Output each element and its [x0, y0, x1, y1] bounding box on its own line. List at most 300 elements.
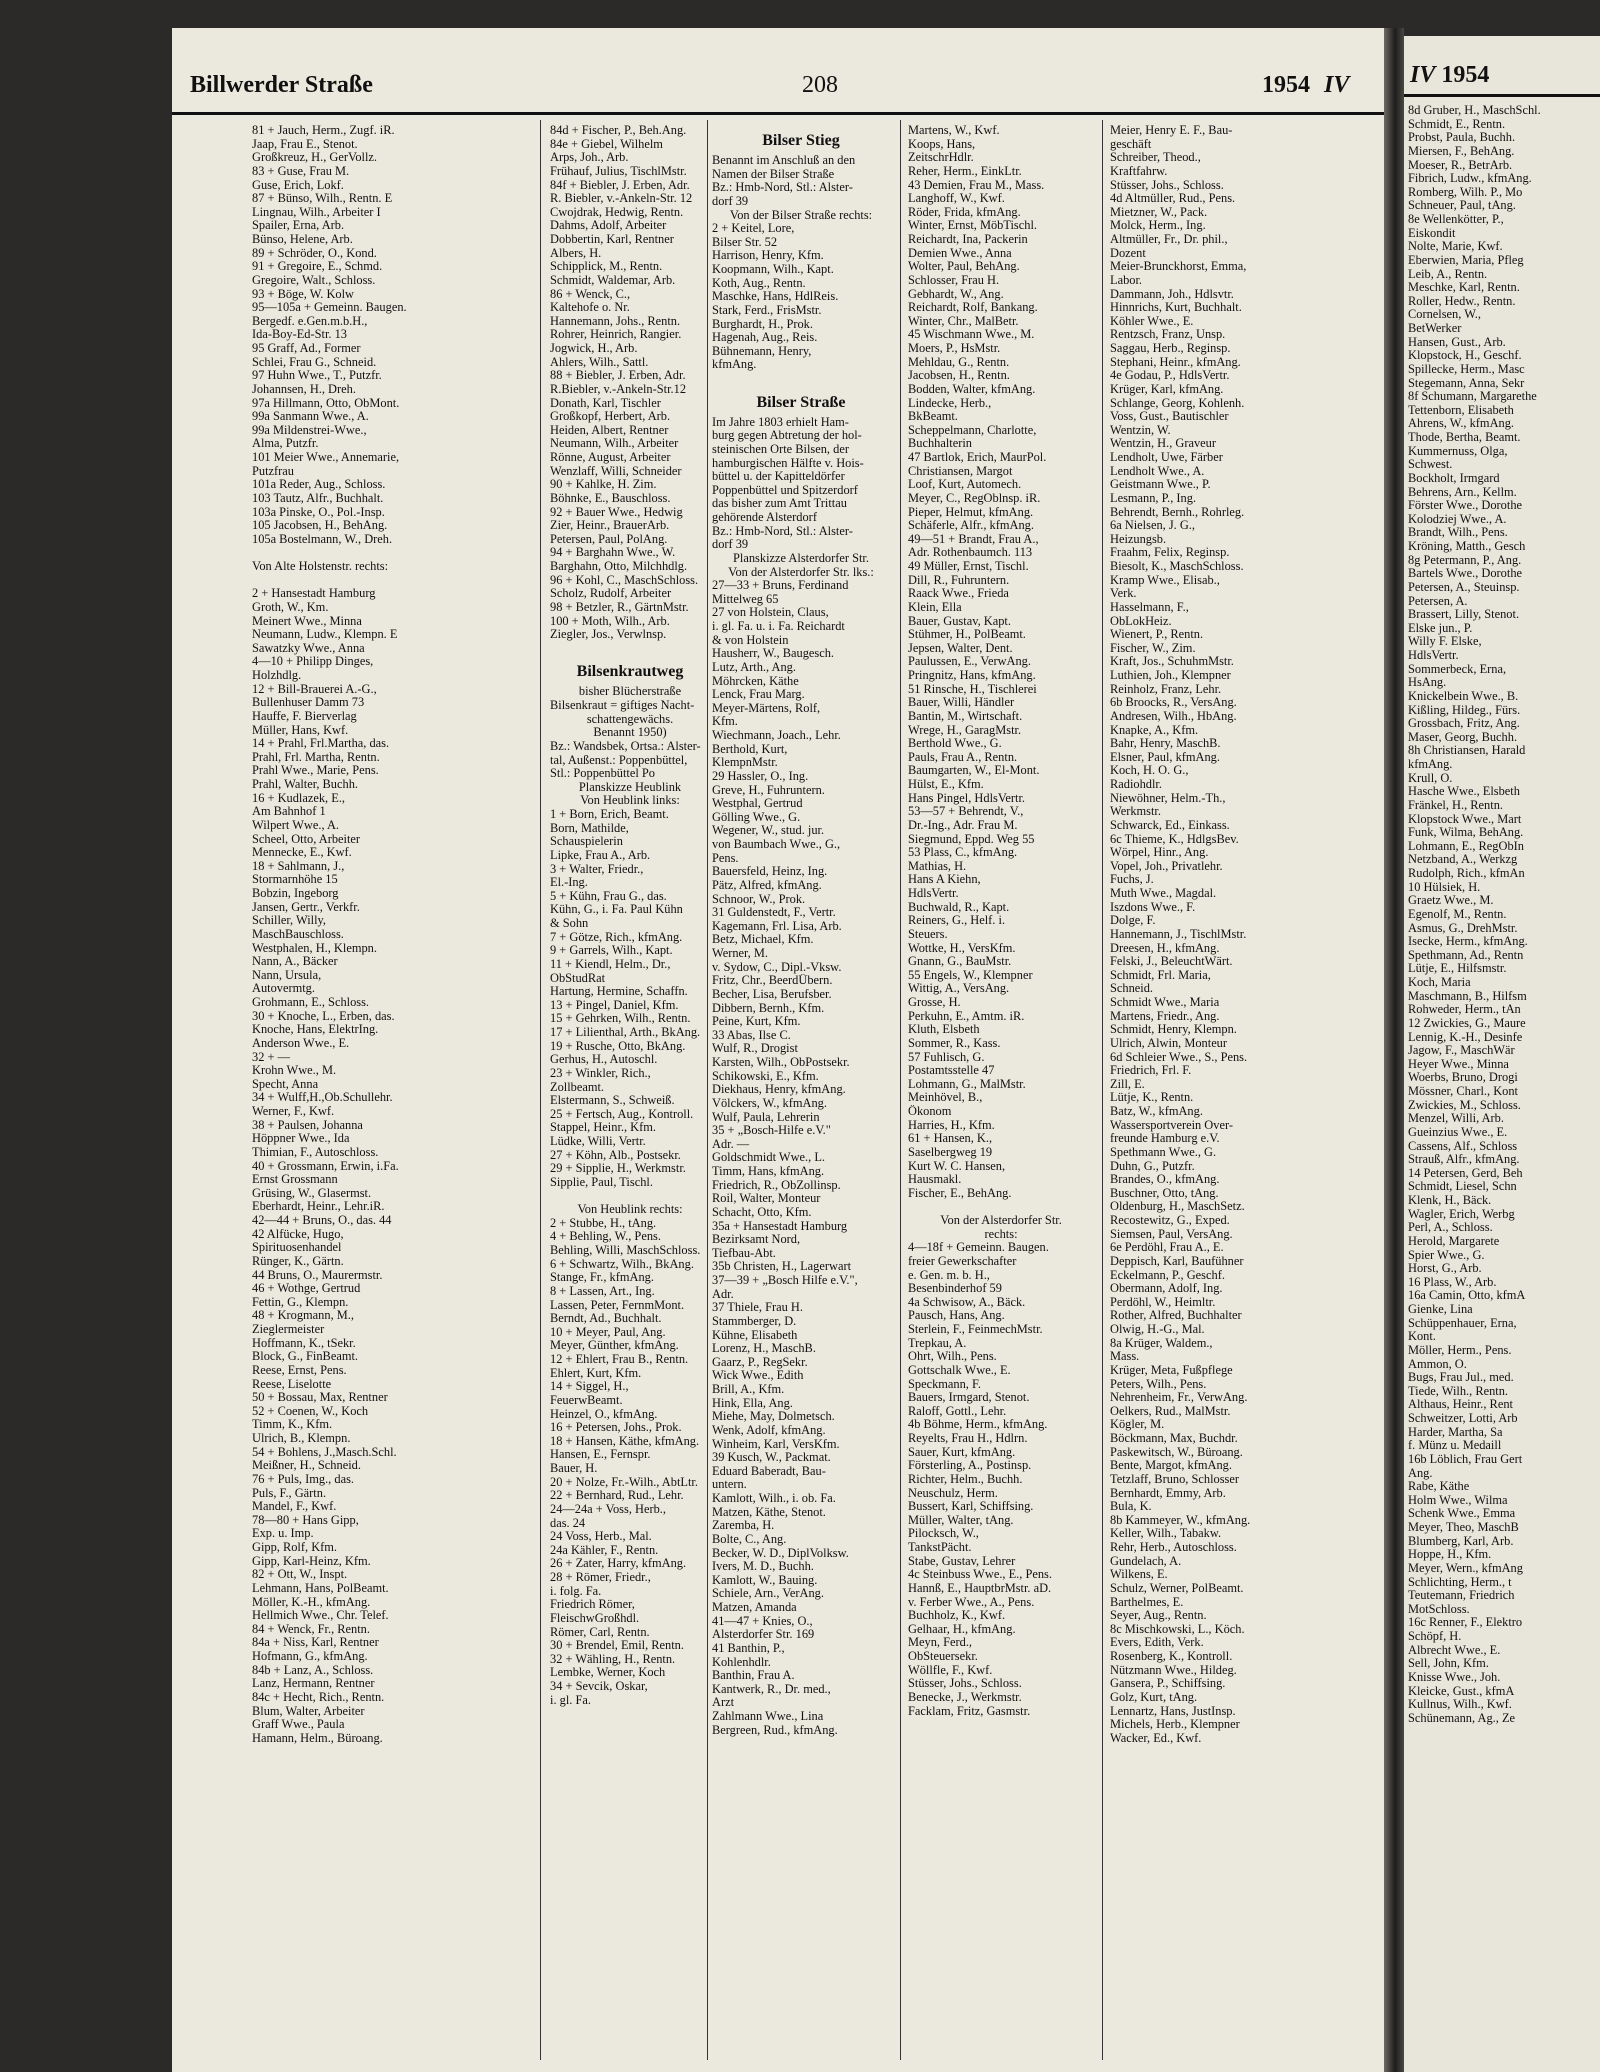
entry-line: 43 Demien, Frau M., Mass.	[908, 178, 1045, 192]
entry-line: Wörpel, Hinr., Ang.	[1110, 846, 1209, 860]
entry-line: Stegemann, Anna, Sekr	[1408, 376, 1525, 390]
entry-line: Timm, Hans, kfmAng.	[712, 1165, 825, 1178]
entry-line: 4b Böhme, Herm., kfmAng.	[908, 1418, 1048, 1432]
entry-line: 1 + Born, Erich, Beamt.	[550, 808, 669, 821]
entry-line: Wick Wwe., Edith	[712, 1369, 804, 1383]
entry-line: kfmAng.	[1408, 758, 1453, 771]
entry-line: Röder, Frida, kfmAng.	[908, 205, 1021, 219]
entry-line: Saselbergweg 19	[908, 1145, 993, 1159]
entry-line: Betz, Michael, Kfm.	[712, 933, 814, 947]
entry-line: 99a Mildenstrei-Wwe.,	[252, 423, 367, 437]
entry-line: 84b + Lanz, A., Schloss.	[252, 1663, 374, 1677]
entry-line: 93 + Böge, W. Kolw	[252, 287, 354, 301]
entry-line: Radiohdlr.	[1110, 778, 1162, 791]
entry-line: 14 + Prahl, Frl.Martha, das.	[252, 737, 390, 751]
entry-line: Im Jahre 1803 erhielt Ham-	[712, 415, 849, 429]
entry-line: Netzband, A., Werkzg	[1408, 853, 1518, 867]
entry-line: Großkopf, Herbert, Arb.	[550, 410, 671, 424]
entry-line: Schneuer, Paul, tAng.	[1408, 199, 1516, 213]
entry-line: Mehldau, G., Rentn.	[908, 355, 1010, 369]
entry-line: Prahl, Frl. Martha, Rentn.	[252, 750, 380, 764]
entry-line: Anderson Wwe., E.	[252, 1036, 350, 1050]
entry-line: Blumberg, Karl, Arb.	[1408, 1534, 1514, 1548]
entry-line: 12 Zwickies, G., Maure	[1408, 1016, 1526, 1030]
entry-line: Lipke, Frau A., Arb.	[550, 848, 651, 862]
facing-page	[1404, 36, 1600, 2072]
entry-line: Luthien, Joh., Klempner	[1110, 669, 1231, 682]
entry-line: Jogwick, H., Arb.	[550, 342, 638, 355]
entry-line: Menzel, Willi, Arb.	[1408, 1112, 1504, 1126]
entry-line: Biesolt, K., MaschSchloss.	[1110, 560, 1244, 573]
entry-line: Grüsing, W., Glasermst.	[252, 1186, 372, 1200]
entry-line: Tetzlaff, Bruno, Schlosser	[1110, 1472, 1239, 1486]
entry-line: Asmus, G., DrehMstr.	[1408, 921, 1518, 935]
entry-line: steinischen Orte Bilsen, der	[712, 442, 849, 456]
entry-line: Bz.: Wandsbek, Ortsa.: Alster-	[550, 739, 701, 753]
entry-line: Karsten, Wilh., ObPostsekr.	[712, 1056, 850, 1069]
entry-line: Meyer, C., RegOblnsp. iR.	[908, 491, 1041, 505]
entry-line: Poppenbüttel und Spitzerdorf	[712, 483, 858, 497]
entry-line: 42—44 + Bruns, O., das. 44	[252, 1214, 392, 1227]
entry-line: Prahl Wwe., Marie, Pens.	[252, 764, 379, 778]
entry-line: Sell, John, Kfm.	[1408, 1657, 1489, 1671]
entry-line: Scholz, Rudolf, Arbeiter	[550, 587, 672, 601]
entry-line: Bezirksamt Nord,	[712, 1233, 801, 1247]
entry-line: 26 + Zater, Harry, kfmAng.	[550, 1557, 687, 1571]
entry-line: R. Biebler, v.-Ankeln-Str. 12	[550, 192, 693, 206]
entry-line: Kögler, M.	[1110, 1418, 1165, 1432]
entry-line: Bobzin, Ingeborg	[252, 887, 339, 900]
entry-line: Försterling, A., Postinsp.	[908, 1459, 1032, 1473]
section-note: rechts:	[984, 1227, 1018, 1241]
entry-line: Prahl, Walter, Buchh.	[252, 778, 358, 791]
entry-line: Wentzin, W.	[1110, 423, 1171, 437]
entry-line: Buschner, Otto, tAng.	[1110, 1186, 1219, 1200]
entry-line: Lütje, K., Rentn.	[1110, 1091, 1194, 1105]
facing-rule	[1404, 94, 1600, 97]
section-note: Von Heublink links:	[580, 794, 680, 808]
entry-line: El.-Ing.	[550, 876, 588, 890]
entry-line: Koth, Aug., Rentn.	[712, 276, 806, 290]
entry-line: Winter, Chr., MalBetr.	[908, 314, 1019, 328]
entry-line: Mennecke, E., Kwf.	[252, 846, 352, 860]
entry-line: Zahlmann Wwe., Lina	[712, 1710, 824, 1723]
entry-line: 30 + Brendel, Emil, Rentn.	[550, 1639, 684, 1653]
entry-line: Wassersportverein Over-	[1110, 1118, 1233, 1132]
section-note: Planskizze Heublink	[578, 780, 682, 794]
entry-line: 27 + Köhn, Alb., Postsekr.	[550, 1148, 681, 1162]
entry-line: Bullenhuser Damm 73	[252, 696, 365, 710]
entry-line	[252, 546, 536, 560]
entry-line: & Sohn	[550, 917, 589, 930]
entry-line: Block, G., FinBeamt.	[252, 1350, 359, 1364]
entry-line: Reese, Ernst, Pens.	[252, 1363, 347, 1377]
entry-line: Werkmstr.	[1110, 805, 1161, 819]
entry-line: burg gegen Abtretung der hol-	[712, 429, 862, 443]
entry-line: 90 + Kahlke, H. Zim.	[550, 478, 657, 492]
entry-line: Scheel, Otto, Arbeiter	[252, 832, 361, 846]
entry-line: Pringnitz, Hans, kfmAng.	[908, 669, 1036, 682]
entry-line: Kamlott, W., Bauing.	[712, 1573, 818, 1587]
entry-line: 95—105a + Gemeinn. Baugen.	[252, 301, 407, 315]
entry-line: R.Biebler, v.-Ankeln-Str.12	[550, 382, 687, 396]
entry-line: Spethmann, Ad., Rentn	[1408, 948, 1524, 962]
entry-line: Wacker, Ed., Kwf.	[1110, 1731, 1202, 1745]
entry-line: 4a Schwisow, A., Bäck.	[908, 1295, 1026, 1309]
entry-line: Wiechmann, Joach., Lehr.	[712, 729, 841, 742]
entry-line: Bernhardt, Emmy, Arb.	[1110, 1486, 1226, 1500]
entry-line: Putzfrau	[252, 464, 294, 478]
entry-line: Rohrer, Heinrich, Rangier.	[550, 328, 682, 342]
entry-line: 31 Guldenstedt, F., Vertr.	[712, 906, 836, 920]
entry-line: Lendholt, Uwe, Färber	[1110, 451, 1223, 464]
entry-line: Meinert Wwe., Minna	[252, 614, 362, 628]
entry-line: Goldschmidt Wwe., L.	[712, 1151, 825, 1165]
entry-line: Holm Wwe., Wilma	[1408, 1493, 1508, 1507]
entry-line: Wolter, Paul, BehAng.	[908, 260, 1020, 274]
entry-line: Schwest.	[1408, 458, 1453, 472]
entry-line: Fränkel, H., Rentn.	[1408, 798, 1503, 812]
entry-line: Schüppenhauer, Erna,	[1408, 1316, 1517, 1330]
entry-line: Kaltehofe o. Nr.	[550, 301, 630, 315]
entry-line: Kleicke, Gust., kfmA	[1408, 1684, 1515, 1698]
entry-line: Mittelweg 65	[712, 592, 779, 606]
entry-line: 19 + Rusche, Otto, BkAng.	[550, 1039, 686, 1053]
entry-line: Benannt im Anschluß an den	[712, 154, 856, 167]
entry-line: Hannß, E., HauptbrMstr. aD.	[908, 1581, 1052, 1595]
entry-line: Romberg, Wilh. P., Mo	[1408, 185, 1523, 199]
entry-line: 29 Hassler, O., Ing.	[712, 769, 809, 783]
entry-line: 61 + Hansen, K.,	[908, 1132, 993, 1146]
entry-line: MotSchloss.	[1408, 1602, 1470, 1616]
entry-line: & von Holstein	[712, 633, 789, 647]
entry-line: Friedrich Römer,	[550, 1598, 635, 1612]
entry-line: Adr. Rothenbaumch. 113	[908, 546, 1033, 560]
entry-line: Buchhalterin	[908, 437, 972, 451]
entry-line: Lesmann, P., Ing.	[1110, 491, 1197, 505]
entry-line: Bauersfeld, Heinz, Ing.	[712, 865, 828, 879]
entry-line: Knoche, Hans, ElektrIng.	[252, 1023, 379, 1037]
entry-line: Ahrens, W., kfmAng.	[1408, 417, 1515, 431]
entry-line: Tettenborn, Elisabeth	[1408, 403, 1514, 417]
entry-line: Elske jun., P.	[1408, 621, 1473, 635]
street-heading: Bilser Straße	[756, 393, 846, 411]
entry-line: 8f Schumann, Margarethe	[1408, 390, 1537, 404]
entry-line: TankstPächt.	[908, 1541, 972, 1554]
entry-line: Koch, Maria	[1408, 976, 1471, 989]
entry-line: Koops, Hans,	[908, 137, 976, 151]
entry-line: Arps, Joh., Arb.	[550, 151, 629, 165]
entry-line: Hannemann, J., TischlMstr.	[1110, 927, 1247, 941]
entry-line: 50 + Bossau, Max, Rentner	[252, 1391, 388, 1405]
entry-line: Jagow, F., MaschWär	[1408, 1044, 1515, 1058]
entry-line: Kummernuss, Olga,	[1408, 444, 1508, 458]
entry-line: Eiskondit	[1408, 226, 1456, 240]
entry-line: 32 + Wähling, H., Rentn.	[550, 1652, 676, 1666]
entry-line: Bockholt, Irmgard	[1408, 471, 1500, 485]
entry-line: 32 + —	[252, 1050, 290, 1064]
entry-line: 6a Nielsen, J. G.,	[1110, 519, 1195, 533]
entry-line: 4—18f + Gemeinn. Baugen.	[908, 1241, 1049, 1255]
entry-line: Sipplie, Paul, Tischl.	[550, 1175, 653, 1189]
entry-line: Verk.	[1110, 587, 1137, 601]
entry-line: Gnann, G., BauMstr.	[908, 955, 1012, 969]
entry-line: Bz.: Hmb-Nord, Stl.: Alster-	[712, 181, 853, 195]
entry-line: ObStudRat	[550, 971, 606, 985]
entry-line: Labor.	[1110, 273, 1142, 287]
entry-line: 16b Löblich, Frau Gert	[1408, 1452, 1523, 1466]
entry-line: 8h Christiansen, Harald	[1408, 744, 1526, 758]
entry-line: Meyer, Theo, MaschB	[1408, 1521, 1519, 1534]
entry-line: Matzen, Käthe, Stenot.	[712, 1505, 826, 1519]
entry-line: Cwojdrak, Hedwig, Rentn.	[550, 205, 684, 219]
entry-line: Donath, Karl, Tischler	[550, 396, 661, 410]
street-heading: Bilsenkrautweg	[576, 663, 684, 681]
entry-line: Bilsenkraut = giftiges Nacht-	[550, 699, 695, 712]
entry-line: Eberwien, Maria, Pfleg	[1408, 253, 1524, 267]
volume: IV	[1324, 72, 1350, 98]
entry-line: Hausmakl.	[908, 1173, 962, 1187]
entry-line: 2 + Keitel, Lore,	[712, 222, 795, 236]
entry-line: Müller, Walter, tAng.	[908, 1513, 1014, 1527]
entry-line: Schmidt, Waldemar, Arb.	[550, 273, 676, 287]
entry-line: Kont.	[1408, 1330, 1436, 1344]
entry-line: Albrecht Wwe., E.	[1408, 1643, 1501, 1657]
entry-line: Bauer, Willi, Händler	[908, 696, 1015, 710]
entry-line: Iszdons Wwe., F.	[1110, 900, 1196, 914]
entry-line: Stabe, Gustav, Lehrer	[908, 1554, 1016, 1568]
entry-line: Fibrich, Ludw., kfmAng.	[1408, 172, 1532, 186]
entry-line: Gottschalk Wwe., E.	[908, 1363, 1011, 1377]
entry-line: Klopstock, H., Geschf.	[1408, 349, 1522, 363]
entry-line: Geistmann Wwe., P.	[1110, 478, 1211, 492]
entry-line: Petersen, A., Steuinsp.	[1408, 580, 1520, 594]
entry-line: Hamann, Helm., Büroang.	[252, 1731, 383, 1745]
entry-line: 10 + Meyer, Paul, Ang.	[550, 1325, 666, 1339]
entry-line: Wagler, Erich, Werbg	[1408, 1207, 1515, 1221]
street-heading: Bilser Stieg	[762, 132, 840, 149]
entry-line: Brandt, Wilh., Pens.	[1408, 526, 1508, 540]
entry-line: Spailer, Erna, Arb.	[252, 219, 345, 233]
entry-line: Am Bahnhof 1	[252, 805, 326, 819]
entry-line: Petersen, A.	[1408, 594, 1468, 608]
entry-line: Rosenberg, K., Kontroll.	[1110, 1650, 1233, 1663]
section-note: Von der Alsterdorfer Str. lks.:	[728, 565, 874, 579]
entry-line: Tiede, Wilh., Rentn.	[1408, 1384, 1509, 1398]
entry-line: Meschke, Karl, Rentn.	[1408, 281, 1520, 295]
entry-line: Schlei, Frau G., Schneid.	[252, 355, 377, 369]
entry-line: Wittig, A., VersAng.	[908, 982, 1010, 996]
entry-line: Hausherr, W., Baugesch.	[712, 647, 835, 661]
entry-line: Kfm.	[712, 715, 738, 729]
entry-line: Brandes, O., kfmAng.	[1110, 1173, 1220, 1187]
entry-line: 101a Reder, Aug., Schloss.	[252, 478, 386, 492]
entry-line: 105 Jacobsen, H., BehAng.	[252, 519, 388, 533]
entry-line: Schiele, Arn., VerAng.	[712, 1587, 824, 1601]
section-note: bisher Blücherstraße	[578, 685, 682, 699]
entry-line: Eduard Baberadt, Bau-	[712, 1464, 826, 1478]
entry-line: 76 + Puls, Img., das.	[252, 1472, 354, 1486]
entry-line: Meyer-Märtens, Rolf,	[712, 701, 821, 715]
entry-line: v. Sydow, C., Dipl.-Vksw.	[712, 960, 842, 974]
entry-line: 18 + Hansen, Käthe, kfmAng.	[550, 1434, 700, 1448]
entry-line: Mass.	[1110, 1350, 1140, 1364]
entry-line: v. Ferber Wwe., A., Pens.	[908, 1595, 1035, 1609]
entry-line: FleischwGroßhdl.	[550, 1611, 640, 1625]
entry-line: Felski, J., BeleuchtWärt.	[1110, 955, 1233, 969]
entry-line: Pens.	[712, 851, 739, 865]
entry-line: Postamtsstelle 47	[908, 1064, 995, 1078]
entry-line: Peters, Wilh., Pens.	[1110, 1377, 1207, 1391]
entry-line: Reese, Liselotte	[252, 1377, 332, 1391]
entry-line: Reichardt, Rolf, Bankang.	[908, 301, 1038, 315]
entry-line	[550, 1190, 710, 1204]
entry-line: Rehr, Herb., Autoschloss.	[1110, 1541, 1237, 1554]
entry-line: Greve, H., Fuhruntern.	[712, 783, 825, 797]
entry-line: Köhler Wwe., E.	[1110, 314, 1194, 328]
entry-line: 86 + Wenck, C.,	[550, 287, 631, 301]
entry-line: 8b Kammeyer, W., kfmAng.	[1110, 1513, 1251, 1527]
entry-line: 41 Banthin, P.,	[712, 1641, 785, 1655]
entry-line: i. gl. Fa.	[550, 1693, 591, 1707]
entry-line: Thode, Bertha, Beamt.	[1408, 431, 1521, 444]
column-divider	[900, 120, 901, 2060]
entry-line: Heyer Wwe., Minna	[1408, 1057, 1509, 1071]
entry-line: Hasselmann, F.,	[1110, 600, 1189, 614]
entry-line: Stange, Fr., kfmAng.	[550, 1271, 654, 1285]
entry-line: 4e Godau, P., HdlsVertr.	[1110, 369, 1230, 383]
entry-line: Höppner Wwe., Ida	[252, 1132, 350, 1146]
entry-line: Oldenburg, H., MaschSetz.	[1110, 1200, 1245, 1214]
entry-line: Scheppelmann, Charlotte,	[908, 423, 1037, 437]
entry-line: Matzen, Amanda	[712, 1601, 797, 1614]
entry-line: Jacobsen, H., Rentn.	[908, 369, 1010, 383]
entry-line: Bolte, C., Ang.	[712, 1532, 787, 1546]
entry-line: Nann, A., Bäcker	[252, 955, 338, 969]
entry-line: Stüsser, Johs., Schloss.	[1110, 178, 1224, 192]
entry-line: Wulf, Paula, Lehrerin	[712, 1110, 820, 1124]
entry-line: 47 Bartlok, Erich, MaurPol.	[908, 451, 1047, 464]
entry-line: Leib, A., Rentn.	[1408, 267, 1488, 281]
entry-line: Diekhaus, Henry, kfmAng.	[712, 1083, 846, 1097]
entry-line: Grosse, H.	[908, 996, 961, 1009]
entry-line: Dill, R., Fuhruntern.	[908, 573, 1010, 587]
entry-line: 82 + Ott, W., Inspt.	[252, 1568, 348, 1582]
entry-line: Pauls, Frau A., Rentn.	[908, 750, 1018, 764]
entry-line: Meyer, Wern., kfmAng	[1408, 1561, 1523, 1575]
entry-line: Friedrich, R., ObZollinsp.	[712, 1178, 841, 1192]
entry-line: Arzt	[712, 1696, 735, 1710]
entry-line: Lendholt Wwe., A.	[1110, 464, 1205, 478]
entry-line: Sterlein, F., FeinmechMstr.	[908, 1323, 1043, 1336]
entry-line: Gienke, Lina	[1408, 1303, 1473, 1316]
entry-line: Adr.	[712, 1287, 734, 1301]
entry-line: 33 Abas, Ilse C.	[712, 1028, 791, 1042]
entry-line: 103 Tautz, Alfr., Buchhalt.	[252, 491, 384, 505]
entry-line: 20 + Nolze, Fr.-Wilh., AbtLtr.	[550, 1475, 698, 1489]
entry-line: 49—51 + Brandt, Frau A.,	[908, 532, 1039, 546]
entry-line: 6c Thieme, K., HdlgsBev.	[1110, 832, 1239, 846]
entry-line: Lütje, E., Hilfsmstr.	[1408, 962, 1507, 976]
entry-line: Bauer, H.	[550, 1462, 598, 1475]
entry-line: Winter, Ernst, MöbTischl.	[908, 219, 1037, 233]
entry-line: 98 + Betzler, R., GärtnMstr.	[550, 600, 689, 614]
entry-line: Schlange, Georg, Kohlenh.	[1110, 396, 1245, 410]
entry-line: Knickelbein Wwe., B.	[1408, 689, 1519, 703]
entry-line: 16 + Petersen, Johs., Prok.	[550, 1421, 682, 1435]
entry-line: 53—57 + Behrendt, V.,	[908, 805, 1024, 819]
entry-line: Tiefbau-Abt.	[712, 1246, 776, 1260]
entry-line: Langhoff, W., Kwf.	[908, 192, 1005, 206]
entry-line: 27—33 + Bruns, Ferdinand	[712, 579, 849, 593]
entry-line: hamburgischen Hälfte v. Hois-	[712, 456, 864, 470]
column-divider	[540, 120, 541, 2060]
section-note: schattengewächs.	[586, 712, 674, 726]
entry-line: Schulz, Werner, PolBeamt.	[1110, 1581, 1244, 1595]
entry-line: Lennartz, Hans, JustInsp.	[1110, 1704, 1236, 1718]
entry-line: Gundelach, A.	[1110, 1554, 1182, 1568]
entry-line: Schlosser, Frau H.	[908, 273, 1000, 287]
entry-line: 8a Krüger, Waldem.,	[1110, 1336, 1213, 1350]
entry-line: KlempnMstr.	[712, 756, 778, 770]
entry-line: Andresen, Wilh., HbAng.	[1110, 709, 1237, 723]
entry-line: Bauer, Gustav, Kapt.	[908, 614, 1011, 628]
entry-line: Petersen, Paul, PolAng.	[550, 532, 668, 546]
entry-line: freunde Hamburg e.V.	[1110, 1132, 1220, 1146]
entry-line: Gerhus, H., Autoschl.	[550, 1053, 658, 1067]
entry-line: Facklam, Fritz, Gasmstr.	[908, 1704, 1031, 1718]
entry-line: Bergedf. e.Gen.m.b.H.,	[252, 314, 368, 328]
entry-line: Graff Wwe., Paula	[252, 1718, 345, 1732]
entry-line: Funk, Wilma, BehAng.	[1408, 826, 1524, 840]
entry-line: 22 + Bernhard, Rud., Lehr.	[550, 1489, 684, 1503]
entry-line: Lanz, Hermann, Rentner	[252, 1677, 375, 1691]
entry-line: Stüsser, Johs., Schloss.	[908, 1677, 1022, 1691]
entry-line: Lindecke, Herb.,	[908, 396, 992, 410]
entry-line: Rönne, August, Arbeiter	[550, 451, 671, 464]
entry-line: 6b Broocks, R., VersAng.	[1110, 696, 1237, 710]
entry-line: Autovermtg.	[252, 982, 315, 996]
entry-line: 83 + Guse, Frau M.	[252, 164, 350, 178]
entry-line: 4 + Behling, W., Pens.	[550, 1230, 661, 1244]
entry-line: Nützmann Wwe., Hildeg.	[1110, 1663, 1237, 1677]
entry-line: Hülst, E., Kfm.	[908, 778, 984, 791]
entry-line: Meyer, Günther, kfmAng.	[550, 1339, 679, 1353]
entry-line: Schauspielerin	[550, 835, 623, 849]
entry-line: Baumgarten, W., El-Mont.	[908, 764, 1040, 778]
entry-line: Möller, K.-H., kfmAng.	[252, 1595, 371, 1609]
entry-line: Kagemann, Frl. Lisa, Arb.	[712, 919, 842, 933]
entry-line: 8c Mischkowski, L., Köch.	[1110, 1622, 1245, 1636]
entry-line: Hauffe, F. Bierverlag	[252, 709, 357, 723]
entry-line: Dolge, F.	[1110, 914, 1156, 928]
column-5	[1110, 124, 1376, 2060]
entry-line: Reinholz, Franz, Lehr.	[1110, 682, 1222, 696]
entry-line: Egenolf, M., Rentn.	[1408, 907, 1507, 921]
entry-line: Bartels Wwe., Dorothe	[1408, 567, 1523, 581]
entry-line: Niewöhner, Helm.-Th.,	[1110, 791, 1226, 805]
entry-line: 87 + Bünso, Wilh., Rentn. E	[252, 192, 393, 206]
entry-line: Behrendt, Bernh., Rohrleg.	[1110, 505, 1245, 519]
entry-line: 94 + Barghahn Wwe., W.	[550, 546, 676, 560]
entry-line: Dreesen, H., kfmAng.	[1110, 941, 1220, 955]
entry-line: Bauers, Irmgard, Stenot.	[908, 1391, 1030, 1405]
entry-line: Alma, Putzfr.	[252, 437, 319, 451]
entry-line: 34 + Sevcik, Oskar,	[550, 1680, 648, 1693]
entry-line: Ziegler, Jos., Verwlnsp.	[550, 628, 667, 642]
entry-line: Kramp Wwe., Elisab.,	[1110, 573, 1220, 587]
entry-line: Möller, Herm., Pens.	[1408, 1343, 1512, 1357]
